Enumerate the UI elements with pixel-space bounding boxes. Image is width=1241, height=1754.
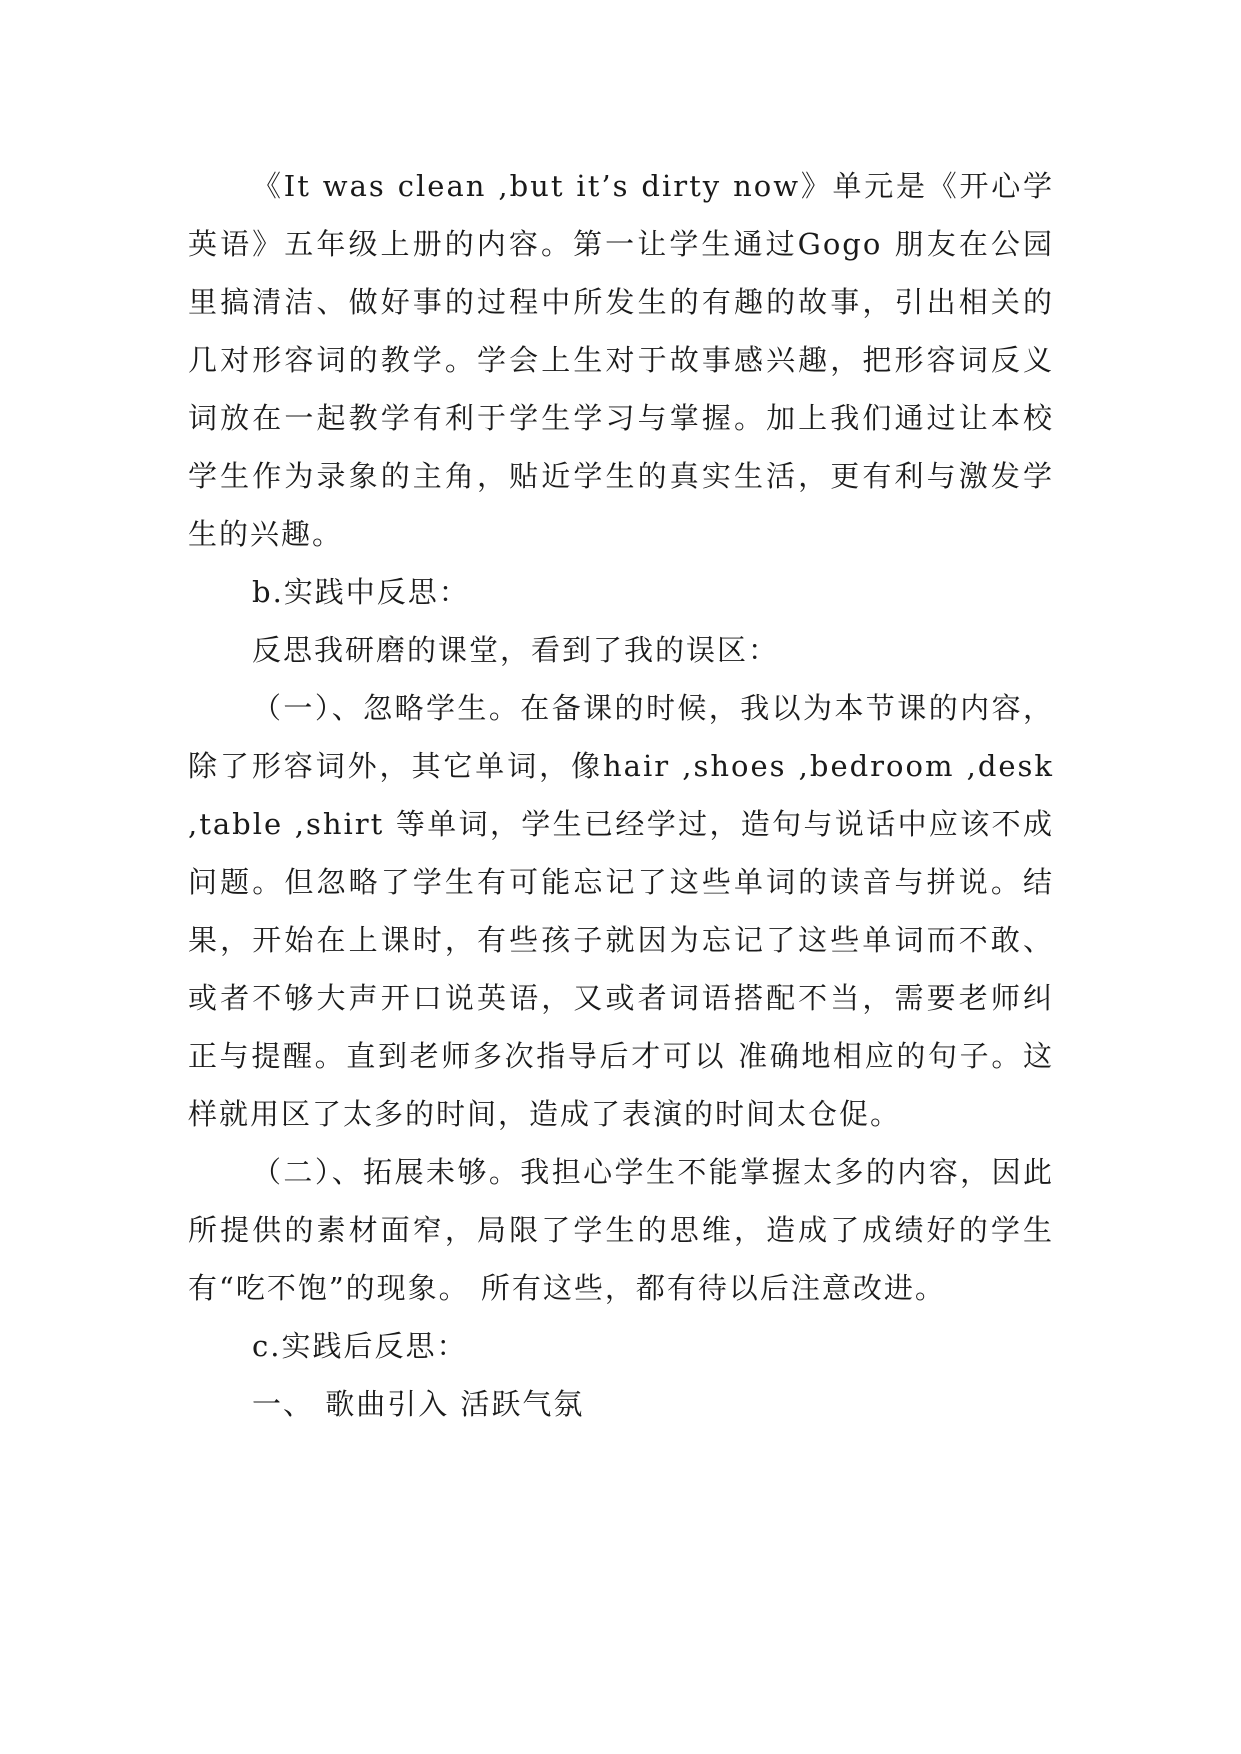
paragraph-unit-intro: 《It was clean ,but it’s dirty now》单元是《开心学英语》五年级上册的内容。第一让学生通过Gogo 朋友在公园里搞清洁、做好事的过程中所发生的有趣的故事，引出相关的几对形容词的教学。学会上生对于故事感兴趣，把形容词反义词放在一起教学有利于学生学习与掌握。加上我们通过让本校学生作为录象的主角，贴近学生的真实生活，更有利与激发学生的兴趣。 bbox=[188, 169, 1054, 551]
document-body bbox=[188, 157, 1054, 1433]
paragraph-ignoring-students: （一）、忽略学生。在备课的时候，我以为本节课的内容，除了形容词外，其它单词，像hair ,shoes ,bedroom ,desk ,table ,shirt 等单词，学生已经学过，造句与说话中应该不成问题。但忽略了学生有可能忘记了这些单词的读音与拼说。结果，开始在上课时，有些孩子就因为忘记了这些单词而不敢、或者不够大声开口说英语，又或者词语搭配不当，需要老师纠正与提醒。直到老师多次指导后才可以 准确地相应的句子。这样就用区了太多的时间，造成了表演的时间太仓促。 bbox=[188, 691, 1054, 1131]
heading-song-introduction: 一、 歌曲引入 活跃气氛 bbox=[252, 1387, 585, 1421]
heading-reflection-after-practice: c.实践后反思： bbox=[252, 1329, 468, 1363]
paragraph-reflection-misconceptions: 反思我研磨的课堂，看到了我的误区： bbox=[252, 633, 780, 667]
paragraph-insufficient-extension: （二）、拓展未够。我担心学生不能掌握太多的内容，因此所提供的素材面窄，局限了学生的思维，造成了成绩好的学生有“吃不饱”的现象。 所有这些，都有待以后注意改进。 bbox=[188, 1155, 1054, 1305]
heading-reflection-during-practice: b.实践中反思： bbox=[252, 575, 470, 609]
